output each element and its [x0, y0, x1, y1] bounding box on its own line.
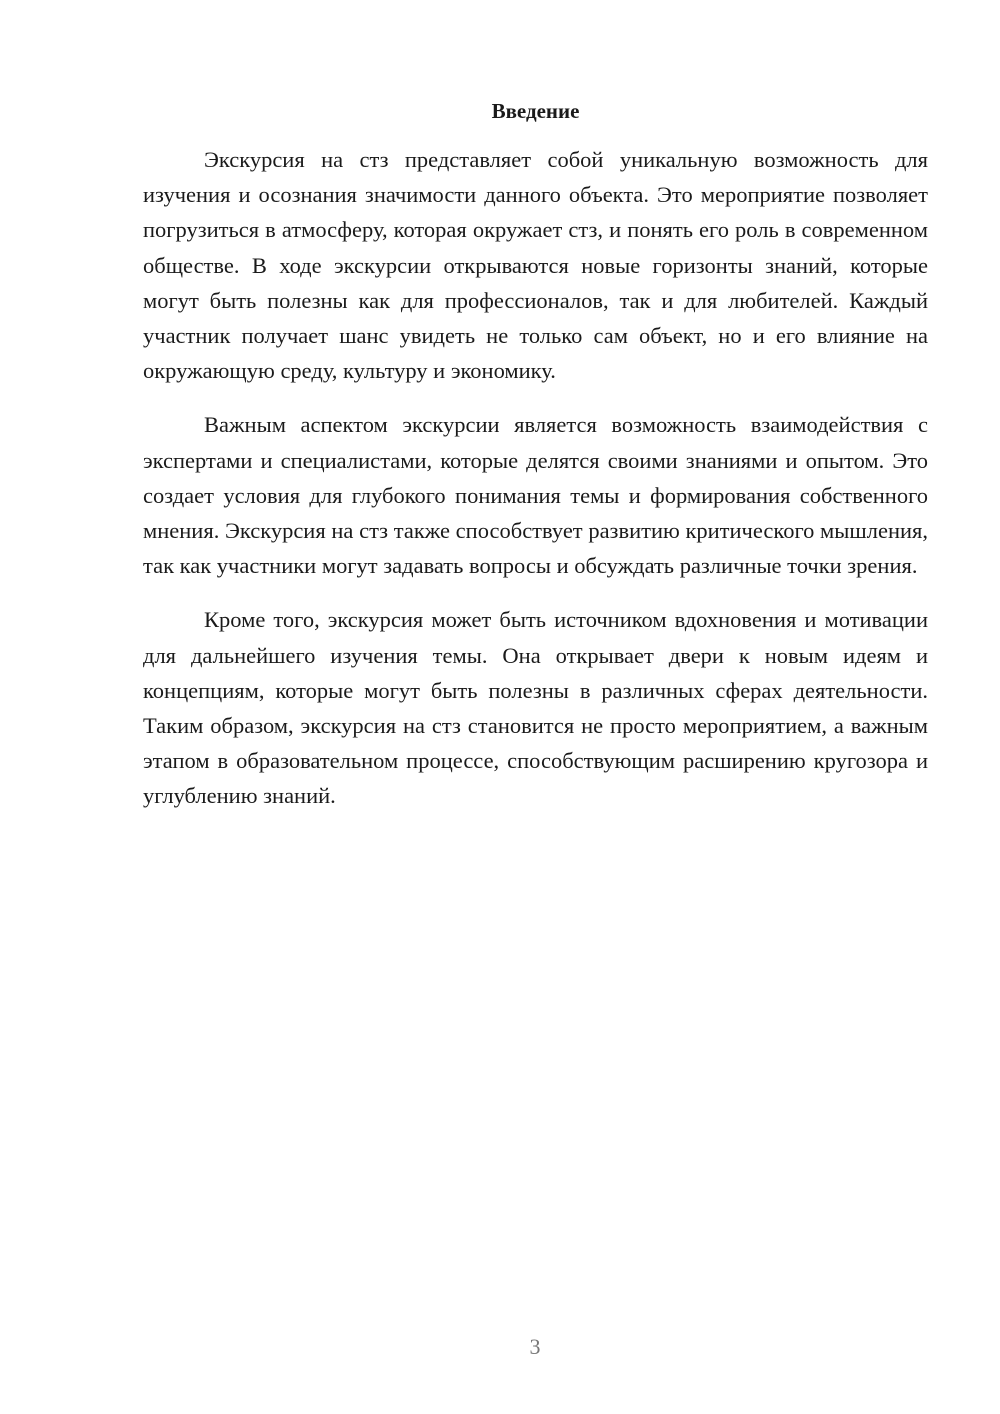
paragraph-3: Кроме того, экскурсия может быть источником вдохновения и мотивации для дальнейшего изучения темы. Она открывает двери к новым идеям и концепциям, которые могут быть полезны в различных сферах деятельности. Таким образом, экскурсия на стз становится не просто мероприятием, а важным этапом в образовательном процессе, способствующим расширению кругозора и углублению знаний. [143, 607, 928, 809]
page-title: Введение [491, 99, 580, 123]
paragraph-1: Экскурсия на стз представляет собой уникальную возможность для изучения и осознания значимости данного объекта. Это мероприятие позволяет погрузиться в атмосферу, которая окружает стз, и понять его роль в современном обществе. В ходе экскурсии открываются новые горизонты знаний, которые могут быть полезны как для профессионалов, так и для любителей. Каждый участник получает шанс увидеть не только сам объект, но и его влияние на окружающую среду, культуру и экономику. [143, 147, 928, 384]
paragraph-2: Важным аспектом экскурсии является возможность взаимодействия с экспертами и специалистами, которые делятся своими знаниями и опытом. Это создает условия для глубокого понимания темы и формирования собственного мнения. Экскурсия на стз также способствует развитию критического мышления, так как участники могут задавать вопросы и обсуждать различные точки зрения. [143, 412, 928, 579]
document-body [143, 142, 928, 833]
page-number: 3 [529, 1334, 541, 1359]
